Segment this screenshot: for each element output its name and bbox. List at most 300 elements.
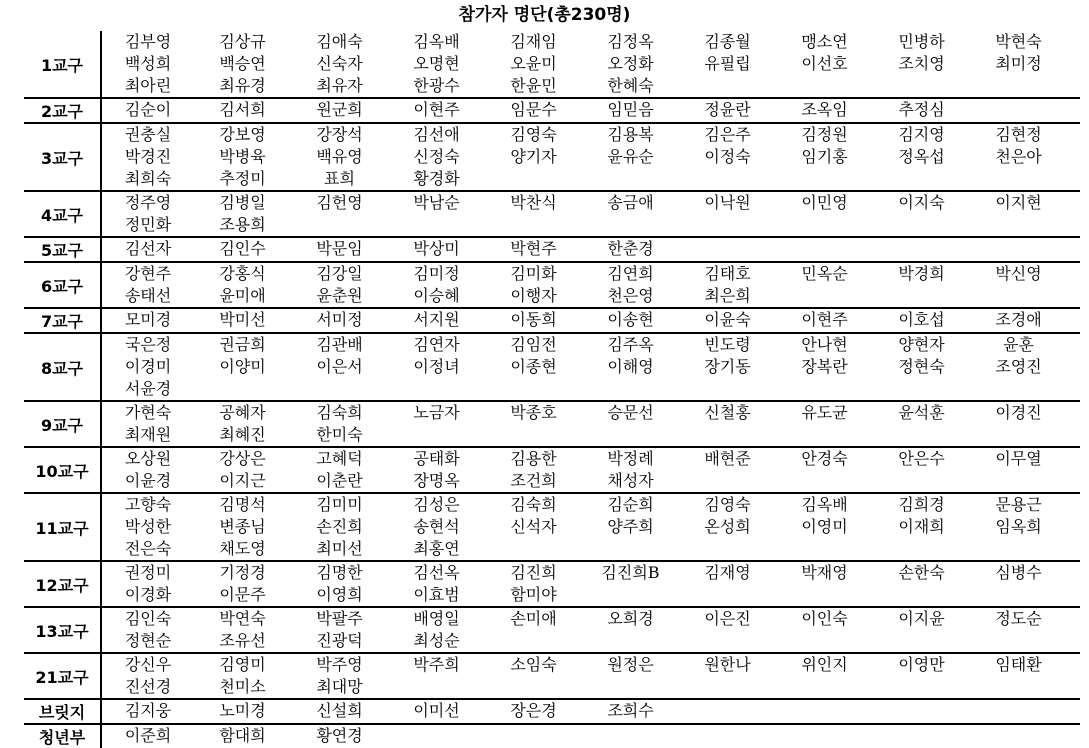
member-name: 정윤란 — [704, 100, 751, 119]
member-name: 이재희 — [898, 517, 945, 536]
district-members — [101, 447, 1080, 493]
member-name: 박경진 — [124, 147, 172, 166]
district-label: 10교구 — [24, 447, 101, 493]
district-label: 3교구 — [24, 123, 101, 191]
member-name: 이준희 — [124, 726, 172, 745]
member-name: 이정숙 — [704, 147, 751, 166]
member-name: 조유선 — [219, 631, 266, 650]
district-row — [24, 262, 1080, 308]
member-line — [102, 238, 1080, 260]
member-name: 정주영 — [124, 193, 172, 212]
member-line — [102, 402, 1080, 424]
member-name: 민옥순 — [801, 264, 848, 283]
member-line — [102, 263, 1080, 285]
member-name: 윤춘원 — [316, 286, 363, 305]
district-row — [24, 724, 1080, 748]
member-name: 최대망 — [316, 677, 363, 696]
member-name: 황경화 — [413, 169, 460, 188]
member-name: 박문임 — [316, 239, 363, 258]
member-name: 박성한 — [124, 517, 172, 536]
member-name: 문용근 — [995, 495, 1042, 514]
member-name: 김희경 — [898, 495, 945, 514]
member-name: 이춘란 — [316, 471, 363, 490]
member-name: 유필립 — [704, 54, 751, 73]
district-label: 11교구 — [24, 493, 101, 561]
member-name: 이해영 — [607, 357, 654, 376]
member-name: 원한나 — [704, 655, 751, 674]
member-name: 오정화 — [607, 54, 654, 73]
member-name: 신석자 — [510, 517, 557, 536]
member-name: 정옥섭 — [898, 147, 945, 166]
member-name: 김선애 — [413, 125, 460, 144]
page-title: 참가자 명단(총230명) — [458, 5, 631, 25]
member-name: 전은숙 — [124, 539, 172, 558]
member-name: 고향숙 — [124, 495, 172, 514]
member-name: 이경화 — [124, 585, 172, 604]
member-name: 정현순 — [124, 631, 172, 650]
member-line — [102, 470, 1080, 492]
district-row — [24, 98, 1080, 123]
member-name: 이무열 — [995, 449, 1042, 468]
member-name: 위인지 — [801, 655, 848, 674]
member-name: 이영희 — [316, 585, 363, 604]
member-name: 신정숙 — [413, 147, 460, 166]
member-name: 김숙희 — [510, 495, 557, 514]
member-name: 조희수 — [607, 701, 654, 720]
member-name: 박주영 — [316, 655, 363, 674]
member-name: 이인숙 — [801, 609, 848, 628]
member-name: 김상규 — [219, 32, 266, 51]
member-name: 이미선 — [413, 701, 460, 720]
district-row — [24, 123, 1080, 191]
member-name: 정현숙 — [898, 357, 945, 376]
member-name: 맹소연 — [801, 32, 848, 51]
member-name: 김선옥 — [413, 563, 460, 582]
member-name: 국은정 — [124, 335, 172, 354]
district-label: 4교구 — [24, 191, 101, 237]
member-name: 채도영 — [219, 539, 266, 558]
member-name: 추정미 — [219, 169, 266, 188]
member-name: 김영숙 — [704, 495, 751, 514]
member-name: 서지원 — [413, 310, 460, 329]
member-name: 이행자 — [510, 286, 557, 305]
member-name: 이현주 — [801, 310, 848, 329]
district-row — [24, 401, 1080, 447]
district-label: 1교구 — [24, 31, 101, 98]
member-name: 천은아 — [995, 147, 1042, 166]
member-name: 박경희 — [898, 264, 945, 283]
member-name: 박미선 — [219, 310, 266, 329]
member-name: 최유자 — [316, 76, 363, 95]
member-name: 송태선 — [124, 286, 172, 305]
member-name: 최유경 — [219, 76, 266, 95]
member-name: 김옥배 — [801, 495, 848, 514]
member-name: 장명옥 — [413, 471, 460, 490]
member-name: 이양미 — [219, 357, 266, 376]
member-name: 김부영 — [124, 32, 172, 51]
member-name: 김강일 — [316, 264, 363, 283]
member-line — [102, 309, 1080, 331]
member-name: 채성자 — [607, 471, 654, 490]
member-line — [102, 99, 1080, 121]
district-label: 2교구 — [24, 98, 101, 123]
member-name: 조영진 — [995, 357, 1042, 376]
member-name: 양현자 — [898, 335, 945, 354]
member-name: 강보영 — [219, 125, 266, 144]
member-name: 조치영 — [898, 54, 945, 73]
member-name: 송현석 — [413, 517, 460, 536]
member-name: 배영일 — [413, 609, 460, 628]
member-name: 박연숙 — [219, 609, 266, 628]
member-name: 임태환 — [995, 655, 1042, 674]
district-members — [101, 191, 1080, 237]
member-name: 김주옥 — [607, 335, 654, 354]
member-line — [102, 31, 1080, 53]
member-name: 한혜숙 — [607, 76, 654, 95]
member-name: 김관배 — [316, 335, 363, 354]
member-name: 안은수 — [898, 449, 945, 468]
member-name: 박찬식 — [510, 193, 557, 212]
member-name: 최미정 — [995, 54, 1042, 73]
member-name: 고혜덕 — [316, 449, 363, 468]
member-name: 박병육 — [219, 147, 266, 166]
member-line — [102, 654, 1080, 676]
member-line — [102, 608, 1080, 630]
member-name: 민병하 — [898, 32, 945, 51]
member-name: 한미숙 — [316, 425, 363, 444]
member-name: 박주희 — [413, 655, 460, 674]
member-name: 서윤경 — [124, 379, 172, 398]
member-name: 김임전 — [510, 335, 557, 354]
district-label: 브릿지 — [24, 699, 101, 724]
district-members — [101, 699, 1080, 724]
member-name: 이문주 — [219, 585, 266, 604]
member-line — [102, 214, 1080, 236]
member-name: 최홍연 — [413, 539, 460, 558]
member-name: 이영미 — [801, 517, 848, 536]
member-line — [102, 700, 1080, 722]
member-name: 조옥임 — [801, 100, 848, 119]
district-members — [101, 262, 1080, 308]
member-name: 진광덕 — [316, 631, 363, 650]
member-line — [102, 378, 1080, 400]
member-name: 김옥배 — [413, 32, 460, 51]
district-members — [101, 31, 1080, 98]
member-name: 이경미 — [124, 357, 172, 376]
member-name: 이경진 — [995, 403, 1042, 422]
member-name: 이지현 — [995, 193, 1042, 212]
member-name: 김종월 — [704, 32, 751, 51]
member-name: 김애숙 — [316, 32, 363, 51]
member-name: 김명석 — [219, 495, 266, 514]
member-name: 김용복 — [607, 125, 654, 144]
member-name: 최희숙 — [124, 169, 172, 188]
member-name: 빈도령 — [704, 335, 751, 354]
member-name: 박상미 — [413, 239, 460, 258]
member-name: 임믿음 — [607, 100, 654, 119]
member-name: 가현숙 — [124, 403, 172, 422]
district-label: 12교구 — [24, 561, 101, 607]
district-label: 7교구 — [24, 308, 101, 333]
district-label: 13교구 — [24, 607, 101, 653]
member-name: 정도순 — [995, 609, 1042, 628]
member-line — [102, 53, 1080, 75]
member-name: 안경숙 — [801, 449, 848, 468]
district-members — [101, 561, 1080, 607]
district-row — [24, 699, 1080, 724]
member-name: 김현정 — [995, 125, 1042, 144]
member-line — [102, 424, 1080, 446]
member-name: 최성순 — [413, 631, 460, 650]
member-name: 김성은 — [413, 495, 460, 514]
member-name: 김명한 — [316, 563, 363, 582]
member-name: 김진희 — [510, 563, 557, 582]
member-name: 이정녀 — [413, 357, 460, 376]
member-name: 김연희 — [607, 264, 654, 283]
member-name: 최재원 — [124, 425, 172, 444]
member-line — [102, 562, 1080, 584]
member-name: 박현숙 — [995, 32, 1042, 51]
district-row — [24, 191, 1080, 237]
district-label: 21교구 — [24, 653, 101, 699]
member-name: 임옥희 — [995, 517, 1042, 536]
member-name: 강홍식 — [219, 264, 266, 283]
member-name: 김서희 — [219, 100, 266, 119]
member-name: 최미선 — [316, 539, 363, 558]
member-name: 이종현 — [510, 357, 557, 376]
member-line — [102, 516, 1080, 538]
member-line — [102, 285, 1080, 307]
member-name: 백유영 — [316, 147, 363, 166]
member-name: 온성희 — [704, 517, 751, 536]
member-name: 김영숙 — [510, 125, 557, 144]
member-name: 조건희 — [510, 471, 557, 490]
member-name: 이낙원 — [704, 193, 751, 212]
member-name: 한윤민 — [510, 76, 557, 95]
member-name: 추정심 — [898, 100, 945, 119]
member-name: 신숙자 — [316, 54, 363, 73]
member-name: 신철홍 — [704, 403, 751, 422]
district-members — [101, 493, 1080, 561]
member-name: 박종호 — [510, 403, 557, 422]
member-name: 김미화 — [510, 264, 557, 283]
member-name: 김재임 — [510, 32, 557, 51]
member-name: 양주희 — [607, 517, 654, 536]
member-name: 김인숙 — [124, 609, 172, 628]
member-name: 이동희 — [510, 310, 557, 329]
member-name: 장은경 — [510, 701, 557, 720]
member-name: 오상원 — [124, 449, 172, 468]
member-name: 권정미 — [124, 563, 172, 582]
member-name: 최아린 — [124, 76, 172, 95]
member-name: 김은주 — [704, 125, 751, 144]
district-row — [24, 237, 1080, 262]
member-name: 장기동 — [704, 357, 751, 376]
member-name: 김지웅 — [124, 701, 172, 720]
member-name: 함대희 — [219, 726, 266, 745]
member-name: 윤유순 — [607, 147, 654, 166]
member-name: 김영미 — [219, 655, 266, 674]
member-name: 이현주 — [413, 100, 460, 119]
member-name: 조용희 — [219, 215, 266, 234]
member-name: 김진희B — [601, 563, 660, 582]
member-name: 강신우 — [124, 655, 172, 674]
district-members — [101, 237, 1080, 262]
member-name: 한광수 — [413, 76, 460, 95]
district-label: 5교구 — [24, 237, 101, 262]
member-name: 모미경 — [124, 310, 172, 329]
member-name: 정민화 — [124, 215, 172, 234]
member-name: 승문선 — [607, 403, 654, 422]
district-members — [101, 607, 1080, 653]
member-name: 박현주 — [510, 239, 557, 258]
member-name: 서미정 — [316, 310, 363, 329]
member-name: 천미소 — [219, 677, 266, 696]
district-label: 6교구 — [24, 262, 101, 308]
member-line — [102, 538, 1080, 560]
member-name: 이은서 — [316, 357, 363, 376]
member-name: 박남순 — [413, 193, 460, 212]
member-name: 이윤경 — [124, 471, 172, 490]
district-members — [101, 724, 1080, 748]
district-row — [24, 447, 1080, 493]
member-name: 김인수 — [219, 239, 266, 258]
member-name: 이영만 — [898, 655, 945, 674]
member-line — [102, 494, 1080, 516]
member-name: 이승혜 — [413, 286, 460, 305]
member-name: 김미정 — [413, 264, 460, 283]
member-name: 김순이 — [124, 100, 172, 119]
member-name: 강장석 — [316, 125, 363, 144]
member-name: 공혜자 — [219, 403, 266, 422]
district-members — [101, 401, 1080, 447]
district-members — [101, 123, 1080, 191]
member-name: 박팔주 — [316, 609, 363, 628]
district-members — [101, 653, 1080, 699]
member-name: 조경애 — [995, 310, 1042, 329]
member-name: 원군희 — [316, 100, 363, 119]
member-name: 김헌영 — [316, 193, 363, 212]
member-name: 최혜진 — [219, 425, 266, 444]
member-name: 윤석훈 — [898, 403, 945, 422]
district-label: 8교구 — [24, 333, 101, 401]
district-row — [24, 653, 1080, 699]
member-name: 김연자 — [413, 335, 460, 354]
roster-table — [24, 31, 1080, 748]
member-name: 김태호 — [704, 264, 751, 283]
member-name: 백성희 — [124, 54, 172, 73]
member-name: 김병일 — [219, 193, 266, 212]
member-name: 표희 — [324, 169, 355, 188]
member-name: 소임숙 — [510, 655, 557, 674]
member-name: 이송현 — [607, 310, 654, 329]
district-row — [24, 607, 1080, 653]
district-row — [24, 561, 1080, 607]
district-row — [24, 31, 1080, 98]
member-name: 김선자 — [124, 239, 172, 258]
member-line — [102, 334, 1080, 356]
member-line — [102, 146, 1080, 168]
member-name: 이지근 — [219, 471, 266, 490]
member-name: 이효범 — [413, 585, 460, 604]
member-line — [102, 192, 1080, 214]
member-name: 김정원 — [801, 125, 848, 144]
member-name: 양기자 — [510, 147, 557, 166]
member-line — [102, 584, 1080, 606]
district-label: 9교구 — [24, 401, 101, 447]
member-name: 김정옥 — [607, 32, 654, 51]
member-name: 심병수 — [995, 563, 1042, 582]
member-name: 오명현 — [413, 54, 460, 73]
member-name: 이은진 — [704, 609, 751, 628]
member-name: 권충실 — [124, 125, 172, 144]
member-name: 박신영 — [995, 264, 1042, 283]
district-label: 청년부 — [24, 724, 101, 748]
member-name: 임기홍 — [801, 147, 848, 166]
district-row — [24, 333, 1080, 401]
member-name: 노금자 — [413, 403, 460, 422]
member-name: 변종님 — [219, 517, 266, 536]
member-line — [102, 676, 1080, 698]
member-name: 한춘경 — [607, 239, 654, 258]
member-name: 노미경 — [219, 701, 266, 720]
member-name: 이선호 — [801, 54, 848, 73]
member-name: 강상은 — [219, 449, 266, 468]
member-name: 기정경 — [219, 563, 266, 582]
member-name: 오희경 — [607, 609, 654, 628]
member-name: 진선경 — [124, 677, 172, 696]
member-line — [102, 75, 1080, 97]
member-name: 백승연 — [219, 54, 266, 73]
member-name: 권금희 — [219, 335, 266, 354]
member-name: 손한숙 — [898, 563, 945, 582]
member-line — [102, 124, 1080, 146]
member-name: 손진희 — [316, 517, 363, 536]
member-name: 김숙희 — [316, 403, 363, 422]
member-name: 최은희 — [704, 286, 751, 305]
member-name: 김지영 — [898, 125, 945, 144]
member-name: 배현준 — [704, 449, 751, 468]
member-name: 김재영 — [704, 563, 751, 582]
member-name: 손미애 — [510, 609, 557, 628]
member-name: 이민영 — [801, 193, 848, 212]
member-name: 공태화 — [413, 449, 460, 468]
member-name: 오윤미 — [510, 54, 557, 73]
district-members — [101, 333, 1080, 401]
member-name: 박정례 — [607, 449, 654, 468]
member-name: 황연경 — [316, 726, 363, 745]
member-name: 박재영 — [801, 563, 848, 582]
district-members — [101, 98, 1080, 123]
member-line — [102, 168, 1080, 190]
member-name: 천은영 — [607, 286, 654, 305]
member-name: 윤훈 — [1003, 335, 1034, 354]
member-line — [102, 725, 1080, 747]
member-line — [102, 356, 1080, 378]
district-row — [24, 493, 1080, 561]
member-line — [102, 448, 1080, 470]
member-name: 김용한 — [510, 449, 557, 468]
member-name: 이윤숙 — [704, 310, 751, 329]
member-name: 함미야 — [510, 585, 557, 604]
member-name: 신설희 — [316, 701, 363, 720]
member-name: 안나현 — [801, 335, 848, 354]
member-name: 윤미애 — [219, 286, 266, 305]
member-name: 이호섭 — [898, 310, 945, 329]
roster-body — [24, 31, 1080, 748]
member-name: 김순희 — [607, 495, 654, 514]
member-name: 임문수 — [510, 100, 557, 119]
